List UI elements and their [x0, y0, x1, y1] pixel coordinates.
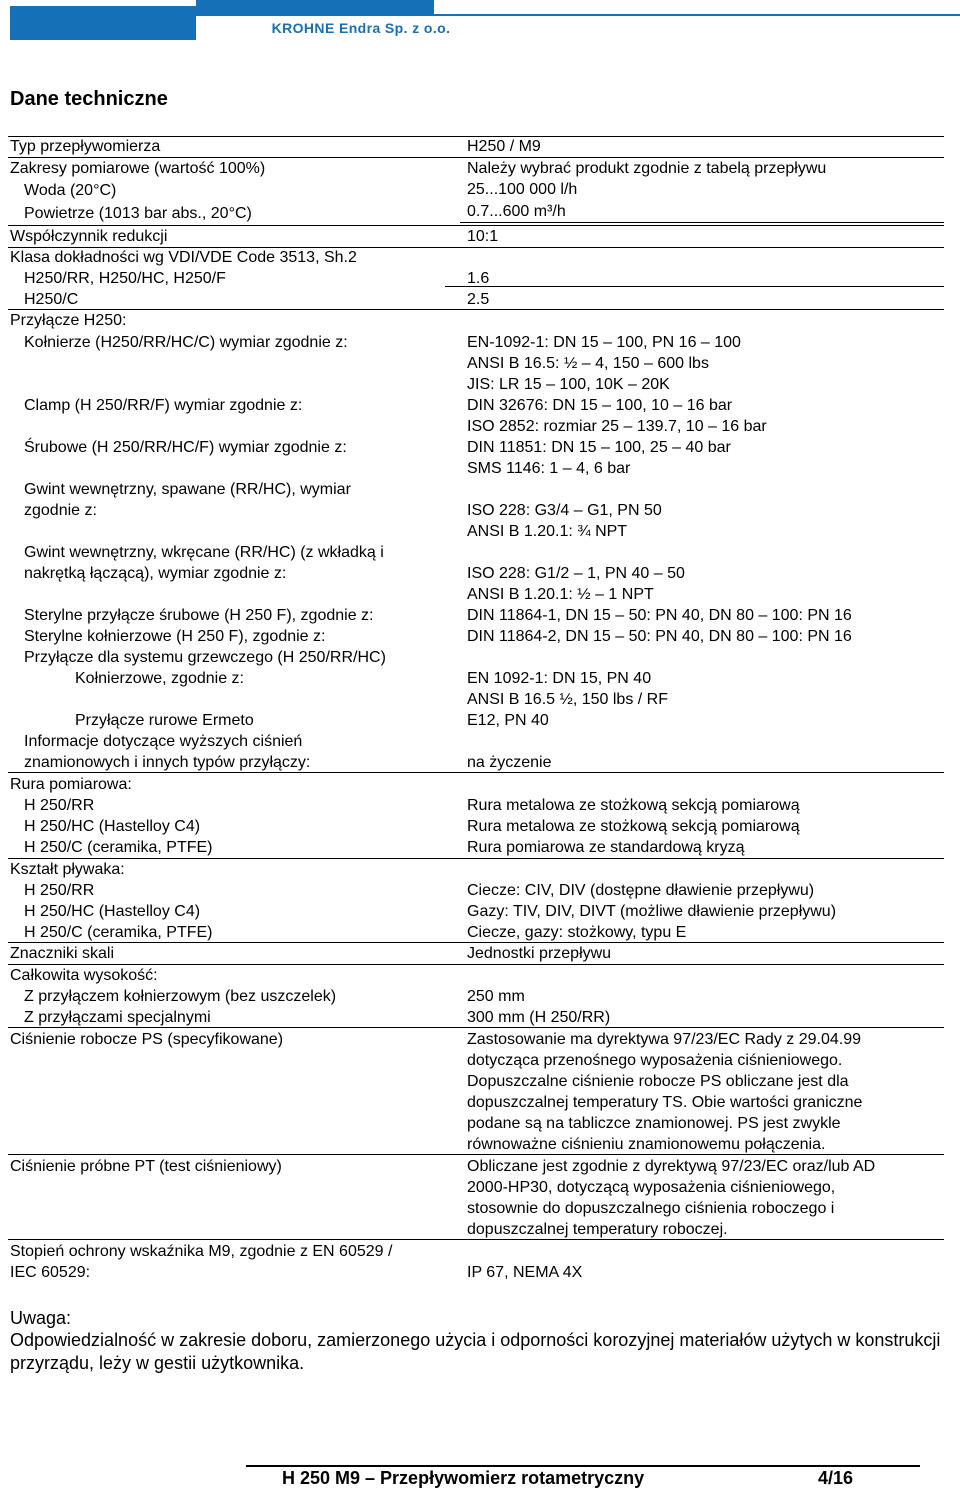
thread-weld-label: Gwint wewnętrzny, spawane (RR/HC), wymiar: [24, 481, 351, 498]
note-heading: Uwaga:: [10, 1308, 72, 1328]
note-body: Odpowiedzialność w zakresie doboru, zamierzonego użycia i odporności korozyjnej materiałów użytych w konstrukcji przyrządu, leży w gestii użytkownika.: [10, 1330, 941, 1373]
scale-value: Jednostki przepływu: [467, 945, 612, 962]
table-rule: [8, 225, 944, 226]
heating-flange-value: ANSI B 16.5 ½, 150 lbs / RF: [467, 691, 668, 708]
sterile-flange-label: Sterylne kołnierzowe (H 250 F), zgodnie z:: [24, 628, 326, 645]
table-rule: [8, 858, 944, 859]
higher-pressure-label: znamionowych i innych typów przyłączy:: [24, 754, 311, 771]
accuracy-rr-value: 1.6: [467, 270, 490, 287]
protection-value: IP 67, NEMA 4X: [467, 1264, 583, 1281]
screw-value: SMS 1146: 1 – 4, 6 bar: [467, 460, 631, 477]
sterile-screw-label: Sterylne przyłącze śrubowe (H 250 F), zgodnie z:: [24, 607, 374, 624]
table-subrule: [445, 286, 944, 287]
tube-row-value: Rura pomiarowa ze standardową kryzą: [467, 839, 745, 856]
flowmeter-type-value: H250 / M9: [467, 138, 541, 155]
ranges-water-label: Woda (20°C): [24, 182, 117, 199]
clamp-value: DIN 32676: DN 15 – 100, 10 – 16 bar: [467, 397, 733, 414]
table-rule: [8, 157, 944, 158]
tube-label: Rura pomiarowa:: [10, 776, 132, 793]
sterile-screw-value: DIN 11864-1, DN 15 – 50: PN 40, DN 80 – 100: PN 16: [467, 607, 852, 624]
test-pressure-text: dopuszczalnej temperatury roboczej.: [467, 1221, 728, 1238]
flange-value: ANSI B 16.5: ½ – 4, 150 – 600 lbs: [467, 355, 709, 372]
ranges-water-value: 25...100 000 l/h: [467, 181, 578, 198]
protection-label: IEC 60529:: [10, 1264, 91, 1281]
height-flange-value: 250 mm: [467, 988, 525, 1005]
table-subrule: [460, 222, 944, 223]
footer-rule: [246, 1465, 920, 1467]
thread-insert-value: ISO 228: G1/2 – 1, PN 40 – 50: [467, 565, 685, 582]
test-pressure-label: Ciśnienie próbne PT (test ciśnieniowy): [10, 1158, 282, 1175]
company-name: KROHNE Endra Sp. z o.o.: [271, 20, 451, 36]
ermeto-value: E12, PN 40: [467, 712, 549, 729]
footer-title: H 250 M9 – Przepływomierz rotametryczny: [282, 1468, 645, 1488]
turndown-value: 10:1: [467, 228, 499, 245]
sterile-flange-value: DIN 11864-2, DN 15 – 50: PN 40, DN 80 – 100: PN 16: [467, 628, 852, 645]
operating-pressure-text: Zastosowanie ma dyrektywa 97/23/EC Rady z 29.04.99: [467, 1031, 861, 1048]
float-row-value: Ciecze, gazy: stożkowy, typu E: [467, 924, 687, 941]
screw-label: Śrubowe (H 250/RR/HC/F) wymiar zgodnie z:: [24, 439, 347, 456]
float-row-label: H 250/HC (Hastelloy C4): [24, 903, 201, 920]
accuracy-c-value: 2.5: [467, 291, 490, 308]
tube-row-label: H 250/RR: [24, 797, 95, 814]
thread-insert-label: Gwint wewnętrzny, wkręcane (RR/HC) (z wkładką i: [24, 544, 384, 561]
accuracy-label: Klasa dokładności wg VDI/VDE Code 3513, Sh.2: [10, 249, 357, 266]
ranges-value: Należy wybrać produkt zgodnie z tabelą przepływu: [467, 160, 827, 177]
flange-value: JIS: LR 15 – 100, 10K – 20K: [467, 376, 670, 393]
heating-flange-label: Kołnierzowe, zgodnie z:: [75, 670, 244, 687]
height-label: Całkowita wysokość:: [10, 967, 158, 984]
clamp-value: ISO 2852: rozmiar 25 – 139.7, 10 – 16 bar: [467, 418, 767, 435]
test-pressure-text: 2000-HP30, dotyczącą wyposażenia ciśnieniowego,: [467, 1179, 836, 1196]
higher-pressure-value: na życzenie: [467, 754, 552, 771]
page-number: 4/16: [818, 1468, 854, 1488]
higher-pressure-label: Informacje dotyczące wyższych ciśnień: [24, 733, 303, 750]
accuracy-c-label: H250/C: [24, 291, 79, 308]
height-flange-label: Z przyłączem kołnierzowym (bez uszczelek): [24, 988, 337, 1005]
flange-label: Kołnierze (H250/RR/HC/C) wymiar zgodnie z:: [24, 334, 348, 351]
height-special-value: 300 mm (H 250/RR): [467, 1009, 611, 1026]
connections-label: Przyłącze H250:: [10, 312, 127, 329]
operating-pressure-text: równoważne ciśnieniu znamionowemu połączenia.: [467, 1136, 826, 1153]
float-row-label: H 250/RR: [24, 882, 95, 899]
heating-flange-value: EN 1092-1: DN 15, PN 40: [467, 670, 652, 687]
thread-insert-value: ANSI B 1.20.1: ½ – 1 NPT: [467, 586, 654, 603]
ranges-air-label: Powietrze (1013 bar abs., 20°C): [24, 205, 252, 222]
tube-row-value: Rura metalowa ze stożkową sekcją pomiarową: [467, 818, 800, 835]
operating-pressure-text: dopuszczalnej temperatury TS. Obie wartości graniczne: [467, 1094, 863, 1111]
turndown-label: Współczynnik redukcji: [10, 228, 168, 245]
operating-pressure-text: podane są na tabliczce znamionowej. PS jest zwykle: [467, 1115, 841, 1132]
thread-weld-label: zgodnie z:: [24, 502, 97, 519]
protection-label: Stopień ochrony wskaźnika M9, zgodnie z EN 60529 /: [10, 1243, 393, 1260]
float-row-value: Gazy: TIV, DIV, DIVT (możliwe dławienie przepływu): [467, 903, 837, 920]
ermeto-label: Przyłącze rurowe Ermeto: [75, 712, 254, 729]
scale-label: Znaczniki skali: [10, 945, 115, 962]
thread-insert-label: nakrętką łączącą), wymiar zgodnie z:: [24, 565, 287, 582]
float-row-label: H 250/C (ceramika, PTFE): [24, 924, 213, 941]
table-rule: [8, 964, 944, 965]
heating-label: Przyłącze dla systemu grzewczego (H 250/RR/HC): [24, 649, 386, 666]
test-pressure-text: stosownie do dopuszczalnego ciśnienia roboczego i: [467, 1200, 835, 1217]
ranges-air-value: 0.7...600 m³/h: [467, 203, 566, 220]
flowmeter-type-label: Typ przepływomierza: [10, 138, 161, 155]
height-special-label: Z przyłączami specjalnymi: [24, 1009, 211, 1026]
screw-value: DIN 11851: DN 15 – 100, 25 – 40 bar: [467, 439, 731, 456]
test-pressure-text: Obliczane jest zgodnie z dyrektywą 97/23/EC oraz/lub AD: [467, 1158, 876, 1175]
accuracy-rr-label: H250/RR, H250/HC, H250/F: [24, 270, 226, 287]
operating-pressure-text: dotycząca przenośnego wyposażenia ciśnieniowego.: [467, 1052, 843, 1069]
float-row-value: Ciecze: CIV, DIV (dostępne dławienie przepływu): [467, 882, 815, 899]
clamp-label: Clamp (H 250/RR/F) wymiar zgodnie z:: [24, 397, 303, 414]
thread-weld-value: ANSI B 1.20.1: ¾ NPT: [467, 523, 628, 540]
flange-value: EN-1092-1: DN 15 – 100, PN 16 – 100: [467, 334, 741, 351]
tube-row-label: H 250/C (ceramika, PTFE): [24, 839, 213, 856]
operating-pressure-label: Ciśnienie robocze PS (specyfikowane): [10, 1031, 284, 1048]
operating-pressure-text: Dopuszczalne ciśnienie robocze PS obliczane jest dla: [467, 1073, 849, 1090]
page-title: Dane techniczne: [10, 88, 168, 110]
tube-row-label: H 250/HC (Hastelloy C4): [24, 818, 201, 835]
float-label: Kształt pływaka:: [10, 861, 125, 878]
thread-weld-value: ISO 228: G3/4 – G1, PN 50: [467, 502, 662, 519]
tube-row-value: Rura metalowa ze stożkową sekcją pomiarową: [467, 797, 800, 814]
ranges-label: Zakresy pomiarowe (wartość 100%): [10, 160, 266, 177]
